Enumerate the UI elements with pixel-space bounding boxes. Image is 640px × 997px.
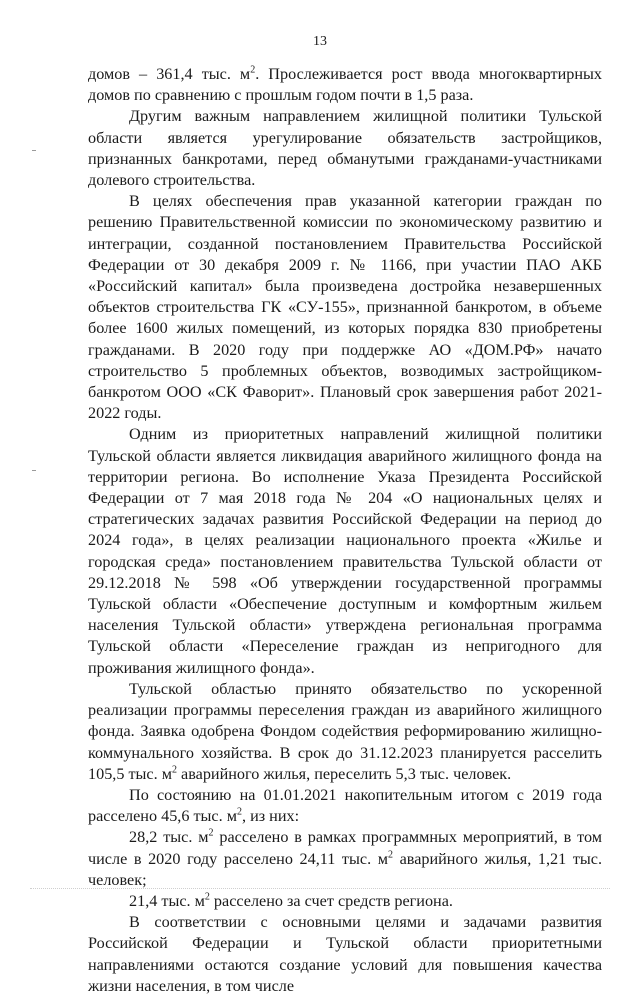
scan-mark <box>32 150 36 151</box>
paragraph-4: Одним из приоритетных направлений жилищной политики Тульской области является ликвидация аварийного жилищного фонда на территории региона. Во исполнение Указа Президента Российской Федерации от 7 мая 2018 года № 204 «О национальных целях и стратегических задачах развития Российской Федерации на период до 2024 года», в целях реализации национального проекта «Жилье и городская среда» постановлением правительства Тульской области от 29.12.2018 № 598 «Об утверждении государственной программы Тульской области «Обеспечение доступным и комфортным жильем населения Тульской области» утверждена региональная программа Тульской области «Переселение граждан из непригодного для проживания жилищного фонда». <box>88 425 602 677</box>
scan-artifact <box>30 888 610 891</box>
paragraph-6: По состоянию на 01.01.2021 накопительным итогом с 2019 года расселено 45,6 тыс. $м^2$, из них: <box>88 785 602 826</box>
paragraph-2: Другим важным направлением жилищной политики Тульской области является урегулирование обязательств застройщиков, признанных банкротами, перед обманутыми гражданами-участниками долевого строительства. <box>88 107 602 190</box>
paragraph-5: Тульской областью принято обязательство по ускоренной реализации программы переселения граждан из аварийного жилищного фонда. Заявка одобрена Фондом содействия реформированию жилищно-коммунального хозяйства. В срок до 31.12.2023 планируется расселить 105,5 тыс. $м^2$ аварийного жилья, переселить 5,3 тыс. человек. <box>88 679 602 783</box>
scan-mark <box>32 470 36 471</box>
paragraph-9: В соответствии с основными целями и задачами развития Российской Федерации и Тульской области приоритетными направлениями остаются создание условий для повышения качества жизни населения, в том числе <box>88 913 602 995</box>
paragraph-1: домов – 361,4 тыс. $м^2$. Прослеживается рост ввода многоквартирных домов по сравнению с прошлым годом почти в 1,5 раза. <box>88 64 602 105</box>
paragraph-3: В целях обеспечения прав указанной категории граждан по решению Правительственной комиссии по экономическому развитию и интеграции, созданной постановлением Правительства Российской Федерации от 30 декабря 2009 г. № 1166, при участии ПАО АКБ «Российский капитал» была произведена достройка незавершенных объектов строительства ГК «СУ-155», признанной банкротом, в объеме более 1600 жилых помещений, из которых порядка 830 приобретены гражданами. В 2020 году при поддержке АО «ДОМ.РФ» начато строительство 5 проблемных объектов, возводимых застройщиком-банкротом ООО «СК Фаворит». Плановый срок завершения работ 2021-2022 годы. <box>88 192 602 423</box>
body-text <box>88 64 602 997</box>
paragraph-7: 28,2 тыс. $м^2$ расселено в рамках программных мероприятий, в том числе в 2020 году расселено 24,11 тыс. $м^2$ аварийного жилья, 1,21 тыс. человек; <box>88 827 602 889</box>
page-number: 13 <box>313 34 327 49</box>
paragraph-8: 21,4 тыс. $м^2$ расселено за счет средств региона. <box>129 891 453 910</box>
